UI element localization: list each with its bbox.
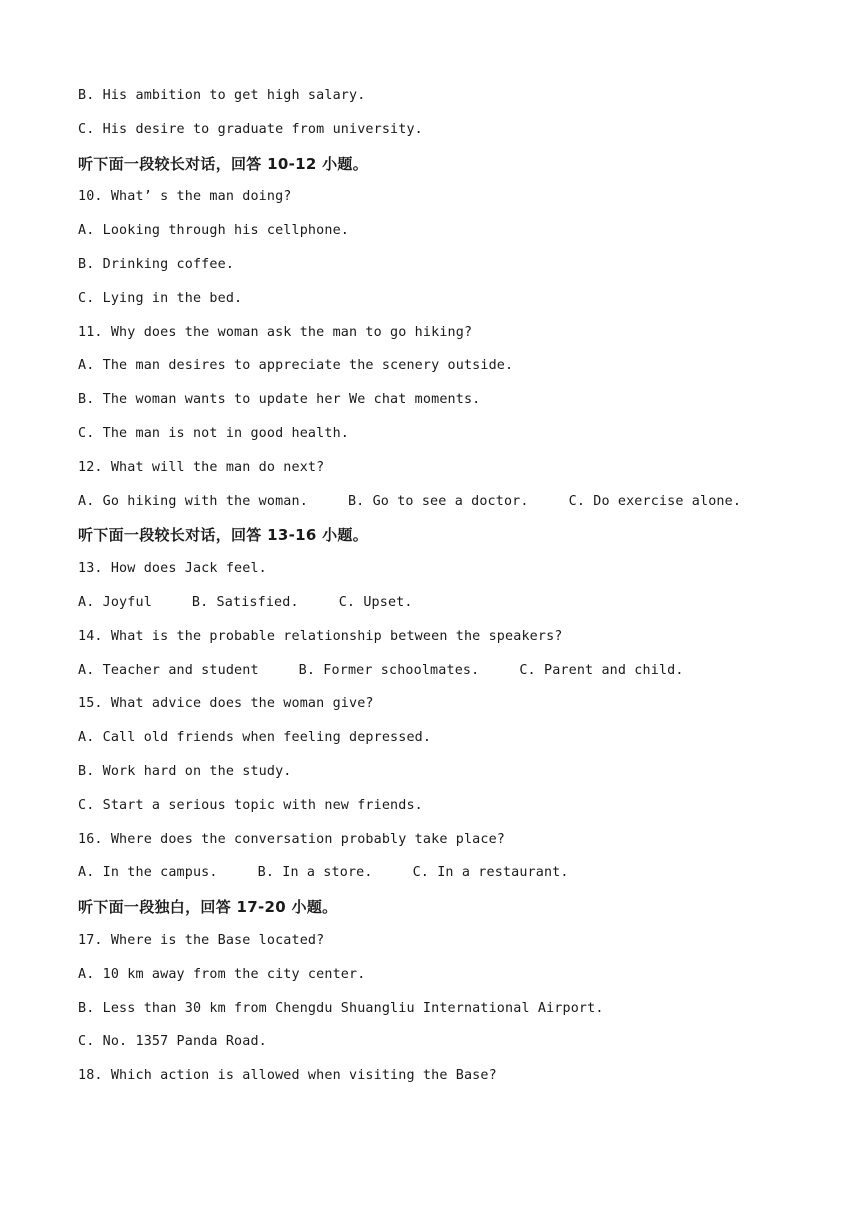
option-row	[78, 863, 798, 897]
option-text: C. Upset.	[338, 594, 413, 610]
option-text: B. Satisfied.	[191, 594, 299, 610]
text-line: B. Less than 30 km from Chengdu Shuangliu International Airport.	[78, 1000, 604, 1016]
text-line: A. Looking through his cellphone.	[78, 223, 349, 239]
option-text: A. Teacher and student	[78, 662, 259, 678]
text-line: 18. Which action is allowed when visiting the Base?	[78, 1068, 497, 1084]
text-line: 17. Where is the Base located?	[78, 932, 325, 948]
text-line: A. Call old friends when feeling depressed.	[78, 730, 432, 746]
section-heading: 听下面一段独白，回答 17-20 小题。	[78, 898, 338, 917]
text-line: 16. Where does the conversation probably take place?	[78, 831, 506, 847]
option-text: B. Former schoolmates.	[298, 662, 480, 678]
text-line: 12. What will the man do next?	[78, 459, 325, 475]
text-line: 13. How does Jack feel.	[78, 561, 267, 577]
section-heading: 听下面一段较长对话，回答 10-12 小题。	[78, 154, 369, 173]
option-text: B. In a store.	[257, 865, 373, 881]
text-line: C. Start a serious topic with new friends.	[78, 797, 423, 813]
text-line: 14. What is the probable relationship between the speakers?	[78, 628, 563, 644]
text-line: C. The man is not in good health.	[78, 425, 349, 441]
option-text: A. In the campus.	[78, 865, 218, 881]
option-text: A. Go hiking with the woman.	[78, 493, 308, 509]
text-line: C. Lying in the bed.	[78, 290, 243, 306]
option-text: C. Do exercise alone.	[568, 493, 742, 509]
text-line: 10. What’ s the man doing?	[78, 189, 292, 205]
text-line: B. Drinking coffee.	[78, 256, 235, 272]
option-text: C. Parent and child.	[519, 662, 684, 678]
text-line: A. The man desires to appreciate the scenery outside.	[78, 358, 514, 374]
option-text: B. Go to see a doctor.	[347, 493, 529, 509]
text-line: C. No. 1357 Panda Road.	[78, 1034, 267, 1050]
text-line: B. His ambition to get high salary.	[78, 88, 366, 103]
option-row	[78, 492, 798, 526]
text-line: B. The woman wants to update her We chat moments.	[78, 392, 481, 408]
text-line: 15. What advice does the woman give?	[78, 696, 374, 712]
section-heading: 听下面一段较长对话，回答 13-16 小题。	[78, 526, 369, 545]
text-line: A. 10 km away from the city center.	[78, 966, 366, 982]
option-row	[78, 661, 798, 695]
option-text: A. Joyful	[78, 594, 152, 610]
option-text: C. In a restaurant.	[412, 865, 569, 881]
text-line: C. His desire to graduate from university.	[78, 121, 423, 137]
text-line: B. Work hard on the study.	[78, 763, 292, 779]
document-page	[78, 86, 798, 1100]
option-row	[78, 593, 798, 627]
text-line: 11. Why does the woman ask the man to go hiking?	[78, 324, 473, 340]
